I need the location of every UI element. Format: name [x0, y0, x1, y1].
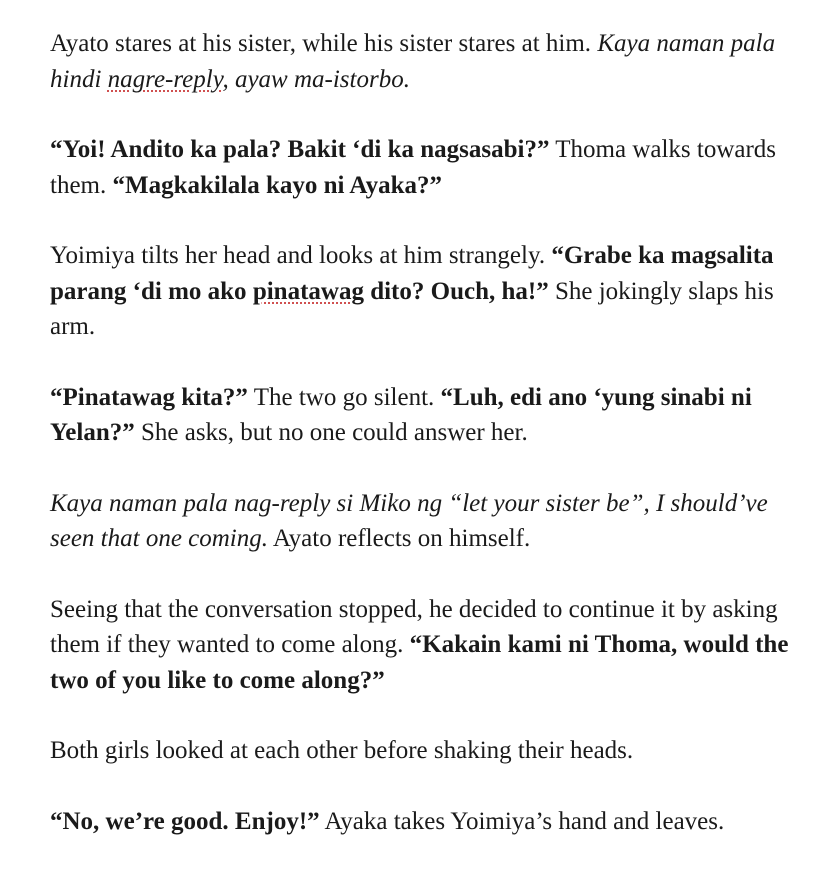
paragraph-7: [50, 733, 790, 769]
narration-text: Ayato stares at his sister, while his sister stares at him.: [50, 30, 598, 57]
narration-text: Seeing that the conversation stopped, he decided to continue it by asking them if they wanted to come along.: [50, 595, 778, 658]
narration-text: Yoimiya tilts her head and looks at him strangely.: [50, 242, 552, 269]
dialogue-text: dito? Ouch, ha!”: [363, 277, 549, 305]
paragraph-4: [50, 380, 790, 451]
narration-text: Ayato reflects on himself.: [268, 525, 531, 552]
paragraph-6: [50, 592, 790, 699]
dialogue-text: “Luh, edi ano ‘yung sinabi ni Yelan?”: [50, 383, 752, 446]
narration-text: Ayaka takes Yoimiya’s hand and leaves.: [319, 807, 725, 835]
paragraph-2: [50, 132, 790, 203]
dialogue-text: “Kakain kami ni Thoma, would the two of you like to come along?”: [50, 631, 789, 694]
narration-text: Thoma walks towards them.: [50, 136, 777, 199]
dialogue-text: “Yoi! Andito ka pala? Bakit ‘di ka nagsasabi?”: [50, 136, 550, 163]
narration-text: Both girls looked at each other before shaking their heads.: [50, 737, 634, 764]
narration-text: The two go silent.: [247, 383, 441, 411]
paragraph-1: [50, 26, 790, 97]
misspelled-word[interactable]: nagre-reply: [107, 65, 223, 93]
dialogue-text: “No, we’re good. Enjoy!”: [50, 807, 320, 835]
narration-text: She asks, but no one could answer her.: [134, 419, 528, 446]
inner-thought-text: Kaya naman pala nag-reply si Miko ng “let your sister be”, I should’ve seen that one coming.: [50, 489, 768, 552]
dialogue-text: “Grabe ka magsalita parang ‘di mo ako: [50, 242, 774, 305]
misspelled-word[interactable]: pinatawag: [252, 277, 364, 305]
paragraph-3: [50, 238, 790, 345]
dialogue-text: “Pinatawag kita?”: [50, 383, 248, 411]
inner-thought-text: , ayaw ma-istorbo.: [222, 65, 410, 93]
story-text: [50, 26, 790, 839]
inner-thought-text: Kaya naman pala hindi: [50, 30, 776, 93]
paragraph-5: [50, 486, 790, 557]
paragraph-8: [50, 804, 790, 840]
dialogue-text: “Magkakilala kayo ni Ayaka?”: [112, 171, 442, 199]
narration-text: She jokingly slaps his arm.: [50, 277, 774, 340]
